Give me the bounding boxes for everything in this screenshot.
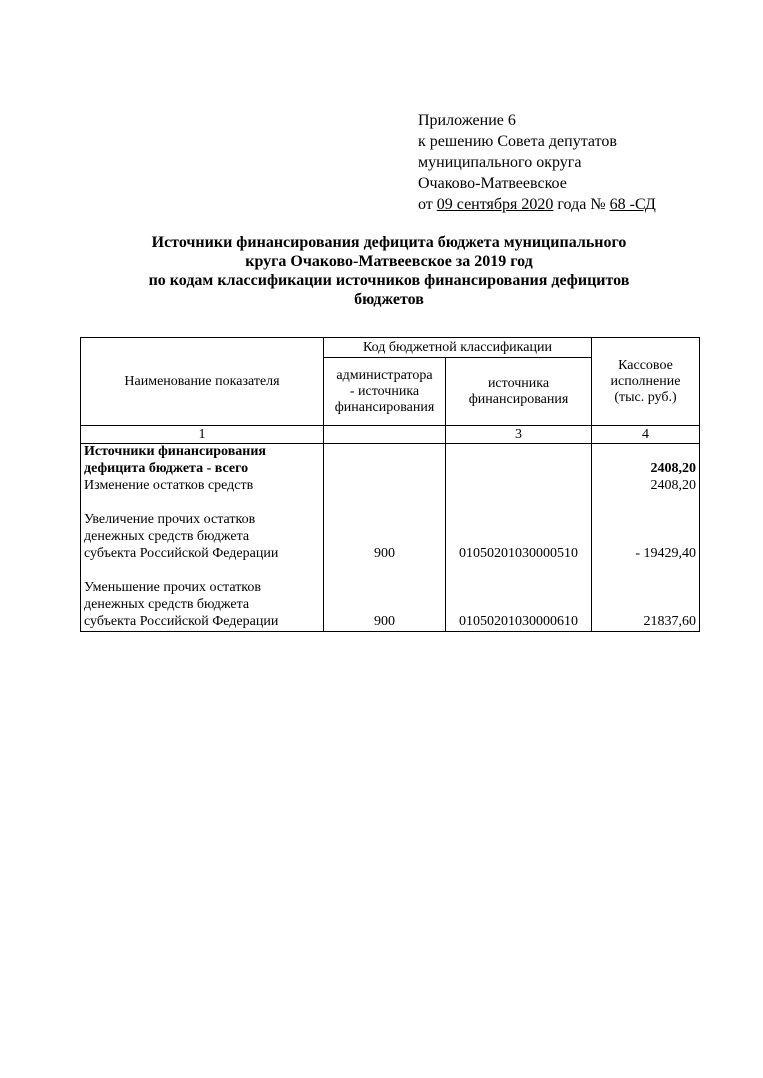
indicator-name-cell: [81, 444, 324, 632]
spacer: [449, 461, 588, 478]
spacer: [595, 563, 696, 580]
spacer: [595, 444, 696, 461]
header-cash: [592, 338, 700, 426]
cash-execution-cell: [592, 444, 700, 632]
spacer: [595, 529, 696, 546]
spacer: [595, 597, 696, 614]
appendix-line: Очаково-Матвеевское: [418, 175, 567, 192]
change-value: 2408,20: [650, 478, 696, 493]
decision-number: 68 -СД: [609, 196, 656, 213]
spacer: [327, 580, 442, 597]
source-code-cell: [446, 444, 592, 632]
header-source: [446, 358, 592, 426]
spacer: [449, 495, 588, 512]
column-number: 1: [81, 426, 324, 444]
spacer: [327, 478, 442, 495]
appendix-line: к решению Совета депутатов: [418, 133, 617, 150]
header-name: Наименование показателя: [81, 338, 324, 426]
admin-code-cell: [324, 444, 446, 632]
spacer: [449, 478, 588, 495]
spacer: [449, 563, 588, 580]
row-decrease-label: Уменьшение прочих остатков: [84, 580, 262, 595]
header-cash-line: исполнение: [610, 373, 681, 389]
column-number: 4: [592, 426, 700, 444]
spacer: [84, 563, 320, 580]
row-decrease-label: денежных средств бюджета: [84, 597, 250, 612]
header-admin-line: финансирования: [334, 399, 435, 415]
spacer: [449, 444, 588, 461]
row-increase-label: субъекта Российской Федерации: [84, 546, 279, 561]
header-admin: [324, 358, 446, 426]
table-row: [81, 444, 700, 632]
increase-value: - 19429,40: [635, 546, 696, 561]
header-source-line: источника: [487, 375, 550, 391]
spacer: [327, 563, 442, 580]
spacer: [327, 461, 442, 478]
column-number: [324, 426, 446, 444]
header-source-line: финансирования: [468, 391, 569, 407]
decision-date: 09 сентября 2020: [436, 196, 554, 213]
decrease-value: 21837,60: [643, 614, 696, 629]
header-cash-line: Кассовое: [618, 357, 673, 373]
title-line: круга Очаково-Матвеевское за 2019 год: [245, 253, 533, 270]
column-number: 3: [446, 426, 592, 444]
header-row: [81, 338, 700, 358]
spacer: [449, 512, 588, 529]
decrease-admin-code: 900: [374, 614, 395, 629]
header-cash-line: (тыс. руб.): [614, 389, 677, 405]
increase-admin-code: 900: [374, 546, 395, 561]
spacer: [327, 529, 442, 546]
spacer: [327, 444, 442, 461]
spacer: [449, 580, 588, 597]
title-line: Источники финансирования дефицита бюджета муниципального: [151, 234, 627, 251]
decrease-source-code: 01050201030000610: [459, 614, 578, 629]
appendix-line: Приложение 6: [418, 112, 516, 129]
document-title: [80, 233, 698, 309]
sources-table: [80, 337, 700, 632]
increase-source-code: 01050201030000510: [459, 546, 578, 561]
row-decrease-label: субъекта Российской Федерации: [84, 614, 279, 629]
title-line: бюджетов: [354, 291, 424, 308]
appendix-date-line: [418, 194, 656, 215]
spacer: [84, 495, 320, 512]
spacer: [327, 495, 442, 512]
spacer: [327, 597, 442, 614]
spacer: [449, 529, 588, 546]
row-change-label: Изменение остатков средств: [84, 478, 254, 493]
appendix-from: от: [418, 196, 437, 213]
spacer: [449, 597, 588, 614]
appendix-block: [418, 110, 656, 215]
total-value: 2408,20: [650, 461, 696, 476]
spacer: [595, 580, 696, 597]
appendix-year-no: года №: [553, 196, 610, 213]
spacer: [595, 495, 696, 512]
title-line: по кодам классификации источников финансирования дефицитов: [148, 272, 630, 289]
row-increase-label: Увеличение прочих остатков: [84, 512, 256, 527]
header-admin-line: - источника: [349, 383, 420, 399]
row-increase-label: денежных средств бюджета: [84, 529, 250, 544]
spacer: [595, 512, 696, 529]
row-total-label: дефицита бюджета - всего: [84, 461, 249, 476]
column-number-row: [81, 426, 700, 444]
appendix-line: муниципального округа: [418, 154, 582, 171]
header-admin-line: администратора: [336, 367, 433, 383]
spacer: [327, 512, 442, 529]
row-total-label: Источники финансирования: [84, 444, 266, 459]
header-code-group: Код бюджетной классификации: [324, 338, 592, 358]
